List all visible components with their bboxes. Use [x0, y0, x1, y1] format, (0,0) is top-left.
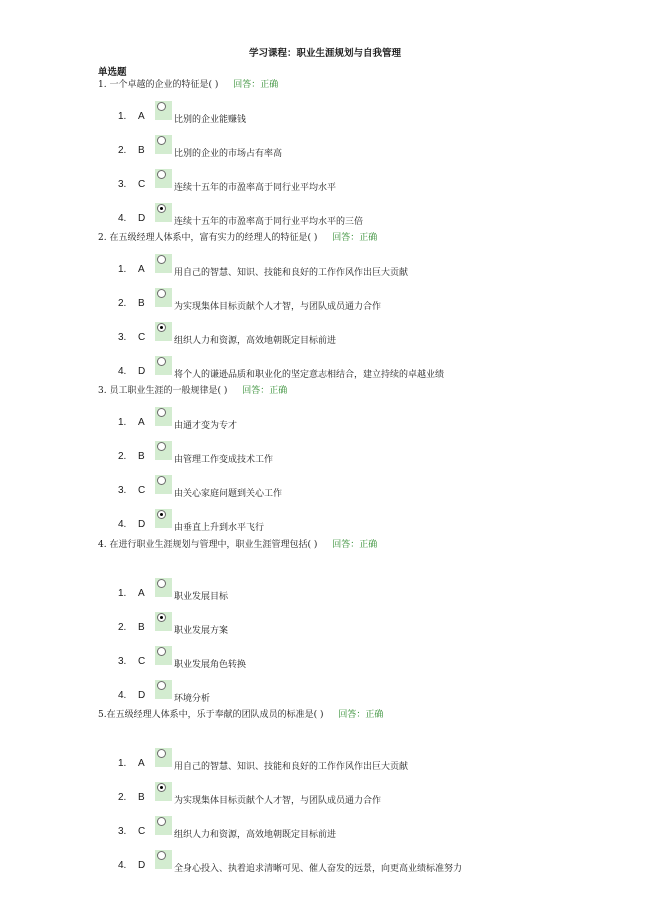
question-header	[98, 230, 598, 246]
answer-status: 回答：正确	[233, 80, 279, 90]
radio-button[interactable]	[155, 816, 172, 835]
option-number: 1.	[118, 758, 127, 769]
section-heading: 单选题	[98, 67, 127, 78]
option-text: 组织人力和资源，高效地朝既定目标前进	[174, 830, 337, 840]
option-letter: C	[138, 656, 146, 667]
radio-circle-icon	[157, 851, 166, 860]
option-letter: C	[138, 826, 146, 837]
radio-button[interactable]	[155, 356, 172, 375]
option-number: 3.	[118, 179, 127, 190]
radio-button[interactable]	[155, 441, 172, 460]
option-letter: B	[138, 451, 145, 462]
radio-dot-icon	[160, 786, 163, 789]
option-a[interactable]	[98, 399, 598, 433]
question-header	[98, 537, 598, 553]
option-text: 环境分析	[174, 694, 211, 704]
option-letter: C	[138, 332, 146, 343]
radio-button[interactable]	[155, 288, 172, 307]
radio-circle-icon	[157, 817, 166, 826]
option-letter: D	[138, 366, 146, 377]
question-4	[98, 537, 598, 706]
radio-button[interactable]	[155, 850, 172, 869]
option-d[interactable]	[98, 672, 598, 706]
option-b[interactable]	[98, 433, 598, 467]
spacer	[98, 723, 598, 740]
option-d[interactable]	[98, 348, 598, 382]
answer-status: 回答：正确	[242, 386, 288, 396]
option-letter: A	[138, 264, 145, 275]
radio-circle-icon	[157, 442, 166, 451]
option-number: 2.	[118, 622, 127, 633]
option-text: 由垂直上升到水平飞行	[174, 523, 265, 533]
radio-dot-icon	[160, 616, 163, 619]
option-letter: A	[138, 758, 145, 769]
option-letter: A	[138, 111, 145, 122]
option-b[interactable]	[98, 774, 598, 808]
option-number: 3.	[118, 485, 127, 496]
radio-button[interactable]	[155, 748, 172, 767]
question-3	[98, 383, 598, 535]
option-text: 为实现集体目标贡献个人才智，与团队成员通力合作	[174, 302, 382, 312]
question-header	[98, 77, 598, 93]
radio-dot-icon	[160, 326, 163, 329]
option-a[interactable]	[98, 740, 598, 774]
radio-circle-icon	[157, 357, 166, 366]
radio-button[interactable]	[155, 782, 172, 801]
option-number: 1.	[118, 417, 127, 428]
page-title: 学习课程：职业生涯规划与自我管理	[248, 48, 401, 59]
radio-button[interactable]	[155, 612, 172, 631]
answer-status: 回答：正确	[332, 540, 378, 550]
option-d[interactable]	[98, 195, 598, 229]
question-header	[98, 383, 598, 399]
option-text: 用自己的智慧、知识、技能和良好的工作作风作出巨大贡献	[174, 268, 409, 278]
option-text: 为实现集体目标贡献个人才智，与团队成员通力合作	[174, 796, 382, 806]
radio-circle-icon	[157, 476, 166, 485]
option-b[interactable]	[98, 604, 598, 638]
option-text: 由管理工作变成技术工作	[174, 455, 274, 465]
radio-button[interactable]	[155, 254, 172, 273]
question-text: 4. 在进行职业生涯规划与管理中，职业生涯管理包括( )	[98, 540, 318, 550]
question-header	[98, 707, 598, 723]
option-number: 1.	[118, 588, 127, 599]
radio-button[interactable]	[155, 203, 172, 222]
question-2	[98, 230, 598, 382]
spacer	[98, 553, 598, 570]
radio-button[interactable]	[155, 101, 172, 120]
option-number: 1.	[118, 264, 127, 275]
radio-circle-icon	[157, 579, 166, 588]
radio-button[interactable]	[155, 322, 172, 341]
option-c[interactable]	[98, 467, 598, 501]
radio-button[interactable]	[155, 407, 172, 426]
radio-dot-icon	[160, 513, 163, 516]
option-text: 连续十五年的市盈率高于同行业平均水平	[174, 183, 337, 193]
radio-button[interactable]	[155, 475, 172, 494]
question-text: 1. 一个卓越的企业的特征是( )	[98, 80, 219, 90]
radio-button[interactable]	[155, 509, 172, 528]
option-text: 用自己的智慧、知识、技能和良好的工作作风作出巨大贡献	[174, 762, 409, 772]
option-a[interactable]	[98, 93, 598, 127]
option-c[interactable]	[98, 638, 598, 672]
option-c[interactable]	[98, 808, 598, 842]
option-text: 连续十五年的市盈率高于同行业平均水平的三倍	[174, 217, 364, 227]
option-text: 比别的企业的市场占有率高	[174, 149, 283, 159]
option-a[interactable]	[98, 246, 598, 280]
option-text: 职业发展角色转换	[174, 660, 247, 670]
radio-button[interactable]	[155, 169, 172, 188]
radio-circle-icon	[157, 510, 166, 519]
question-text: 3. 员工职业生涯的一般规律是( )	[98, 386, 228, 396]
option-text: 组织人力和资源，高效地朝既定目标前进	[174, 336, 337, 346]
radio-button[interactable]	[155, 578, 172, 597]
radio-circle-icon	[157, 170, 166, 179]
option-c[interactable]	[98, 314, 598, 348]
option-letter: D	[138, 519, 146, 530]
option-d[interactable]	[98, 501, 598, 535]
option-number: 3.	[118, 656, 127, 667]
option-number: 4.	[118, 519, 127, 530]
radio-button[interactable]	[155, 135, 172, 154]
option-letter: A	[138, 588, 145, 599]
option-number: 4.	[118, 860, 127, 871]
option-number: 2.	[118, 145, 127, 156]
radio-circle-icon	[157, 681, 166, 690]
radio-circle-icon	[157, 204, 166, 213]
option-text: 职业发展目标	[174, 592, 229, 602]
question-text: 5.在五级经理人体系中，乐于奉献的团队成员的标准是( )	[98, 710, 324, 720]
radio-button[interactable]	[155, 680, 172, 699]
option-letter: D	[138, 213, 146, 224]
option-letter: A	[138, 417, 145, 428]
option-b[interactable]	[98, 127, 598, 161]
radio-circle-icon	[157, 783, 166, 792]
radio-circle-icon	[157, 102, 166, 111]
option-text: 由通才变为专才	[174, 421, 238, 431]
option-number: 2.	[118, 298, 127, 309]
radio-circle-icon	[157, 647, 166, 656]
radio-circle-icon	[157, 749, 166, 758]
option-text: 将个人的谦逊品质和职业化的坚定意志相结合，建立持续的卓越业绩	[174, 370, 445, 380]
option-number: 4.	[118, 366, 127, 377]
option-letter: D	[138, 860, 146, 871]
option-letter: C	[138, 179, 146, 190]
option-text: 全身心投入、执着追求清晰可见、催人奋发的远景，向更高业绩标准努力	[174, 864, 463, 874]
question-1	[98, 77, 598, 229]
option-letter: D	[138, 690, 146, 701]
option-text: 比别的企业能赚钱	[174, 115, 247, 125]
radio-button[interactable]	[155, 646, 172, 665]
option-letter: B	[138, 145, 145, 156]
option-number: 4.	[118, 690, 127, 701]
radio-circle-icon	[157, 136, 166, 145]
option-number: 2.	[118, 451, 127, 462]
radio-circle-icon	[157, 289, 166, 298]
option-b[interactable]	[98, 280, 598, 314]
question-5	[98, 707, 598, 876]
option-number: 3.	[118, 826, 127, 837]
option-d[interactable]	[98, 842, 598, 876]
option-letter: B	[138, 622, 145, 633]
option-letter: B	[138, 298, 145, 309]
option-a[interactable]	[98, 570, 598, 604]
option-text: 职业发展方案	[174, 626, 229, 636]
option-text: 由关心家庭问题到关心工作	[174, 489, 283, 499]
radio-circle-icon	[157, 323, 166, 332]
option-number: 2.	[118, 792, 127, 803]
answer-status: 回答：正确	[332, 233, 378, 243]
answer-status: 回答：正确	[338, 710, 384, 720]
option-letter: B	[138, 792, 145, 803]
option-letter: C	[138, 485, 146, 496]
option-number: 3.	[118, 332, 127, 343]
question-text: 2. 在五级经理人体系中，富有实力的经理人的特征是( )	[98, 233, 318, 243]
radio-circle-icon	[157, 408, 166, 417]
option-c[interactable]	[98, 161, 598, 195]
radio-circle-icon	[157, 255, 166, 264]
option-number: 1.	[118, 111, 127, 122]
radio-dot-icon	[160, 207, 163, 210]
option-number: 4.	[118, 213, 127, 224]
radio-circle-icon	[157, 613, 166, 622]
